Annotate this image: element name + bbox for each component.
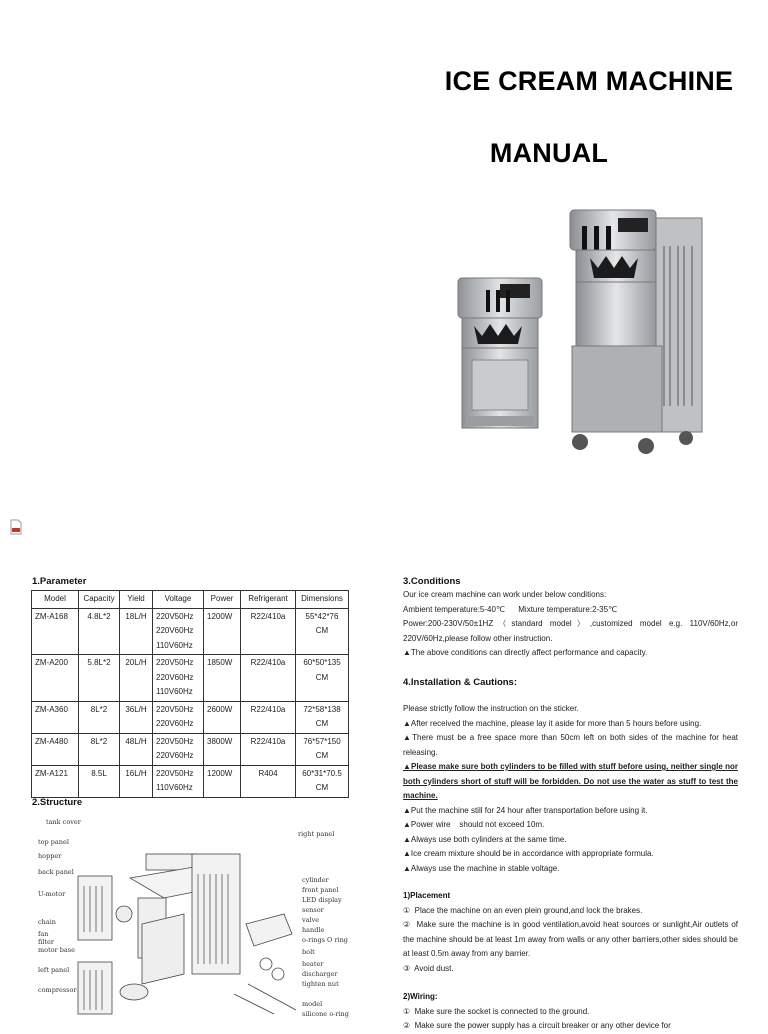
installation-text	[403, 702, 738, 876]
cell-dimensions-line: CM	[315, 626, 329, 635]
conditions-heading: 3.Conditions	[403, 576, 461, 587]
caution-item: ▲Put the machine still for 24 hour after transportation before using it.	[403, 805, 648, 815]
structure-label: o-rings O ring	[302, 936, 348, 944]
wiring-item: ② Make sure the power supply has a circuit breaker or any other device for	[403, 1021, 671, 1030]
cell-model: ZM-A360	[32, 701, 79, 733]
structure-label: silicone o-ring	[302, 1010, 349, 1018]
cell-refrigerant: R22/410a	[241, 608, 296, 655]
cell-dimensions-line: CM	[315, 783, 329, 792]
cell-power: 1200W	[204, 608, 241, 655]
cell-voltage-line: 220V60Hz	[156, 672, 194, 682]
cell-model: ZM-A168	[32, 608, 79, 655]
structure-label: motor base	[38, 946, 75, 954]
structure-label: tighten nut	[302, 980, 339, 988]
caution-item: ▲After received the machine, please lay it aside for more than 5 hours before using.	[403, 718, 702, 728]
cell-yield: 20L/H	[120, 655, 153, 702]
header-power: Power	[204, 591, 241, 609]
cell-voltage	[153, 608, 204, 655]
structure-label: valve	[302, 916, 320, 924]
header-refrigerant: Refrigerant	[241, 591, 296, 609]
structure-label: filter	[38, 938, 54, 946]
cell-capacity: 8.5L	[79, 765, 120, 797]
cell-voltage-line: 110V60Hz	[156, 783, 193, 792]
conditions-line: Ambient temperature:5-40℃ Mixture temperature:2-35℃	[403, 604, 618, 614]
structure-label: sensor	[302, 906, 324, 914]
cell-voltage-line: 110V60Hz	[156, 640, 193, 650]
structure-diagram	[34, 814, 364, 1024]
cell-power: 3800W	[204, 733, 241, 765]
wiring-item: ① Make sure the socket is connected to the ground.	[403, 1006, 590, 1016]
cell-capacity: 8L*2	[79, 733, 120, 765]
cell-voltage	[153, 701, 204, 733]
document-subtitle: MANUAL	[489, 138, 609, 168]
structure-label: chain	[38, 918, 56, 926]
cell-dimensions-line: 60*50*135	[303, 658, 341, 667]
cell-refrigerant: R22/410a	[241, 701, 296, 733]
cell-power: 1850W	[204, 655, 241, 702]
cell-power: 2600W	[204, 701, 241, 733]
cell-dimensions-line: CM	[315, 672, 329, 682]
structure-heading: 2.Structure	[32, 797, 83, 808]
cell-dimensions-line: 55*42*76	[305, 611, 339, 621]
table-row	[32, 608, 349, 655]
cell-voltage-line: 220V50Hz	[156, 611, 194, 621]
cell-yield: 18L/H	[120, 608, 153, 655]
installation-heading: 4.Installation & Cautions:	[403, 677, 518, 688]
table-header-row	[32, 591, 349, 609]
cell-capacity: 5.8L*2	[79, 655, 120, 702]
document-title: ICE CREAM MACHINE	[444, 66, 734, 96]
cell-model: ZM-A200	[32, 655, 79, 702]
structure-label: right panel	[298, 830, 335, 838]
cell-power: 1200W	[204, 765, 241, 797]
cell-yield: 36L/H	[120, 701, 153, 733]
wiring-block	[403, 990, 738, 1034]
cell-model: ZM-A480	[32, 733, 79, 765]
cell-dimensions	[296, 765, 349, 797]
caution-item: ▲Always use the machine in stable voltage.	[403, 863, 560, 873]
caution-item: ▲Ice cream mixture should be in accordance with appropriate formula.	[403, 849, 654, 858]
cell-refrigerant: R22/410a	[241, 655, 296, 702]
placement-item: ① Place the machine on an even plein ground,and lock the brakes.	[403, 905, 643, 915]
structure-label: back panel	[38, 868, 74, 876]
structure-label: discharger	[302, 970, 338, 978]
conditions-text	[403, 588, 738, 661]
structure-label: hopper	[38, 852, 62, 860]
cell-dimensions	[296, 701, 349, 733]
cell-voltage	[153, 655, 204, 702]
structure-label: fan	[38, 930, 49, 938]
cell-model: ZM-A121	[32, 765, 79, 797]
table-row	[32, 655, 349, 702]
cell-dimensions-line: CM	[315, 719, 329, 728]
cell-yield: 16L/H	[120, 765, 153, 797]
caution-item: ▲Always use both cylinders at the same time.	[403, 834, 567, 844]
cell-capacity: 4.8L*2	[79, 608, 120, 655]
cell-voltage	[153, 765, 204, 797]
cell-dimensions	[296, 733, 349, 765]
cell-dimensions-line: CM	[315, 751, 329, 760]
pdf-file-icon[interactable]	[10, 519, 22, 535]
header-model: Model	[32, 591, 79, 609]
cell-voltage-line: 220V50Hz	[156, 736, 194, 746]
structure-label: cylinder	[302, 876, 329, 884]
structure-label: U-motor	[38, 890, 66, 898]
placement-block	[403, 889, 741, 976]
structure-label: handle	[302, 926, 325, 934]
placement-item: ② Make sure the machine is in good ventilation,avoid heat sources or sunlight,Air outlets of the machine should be at least 1m away from walls or any other barriers,other sides should be at least 0.5m away from any barrier.	[403, 920, 741, 958]
table-row	[32, 765, 349, 797]
header-capacity: Capacity	[79, 591, 120, 609]
cell-dimensions	[296, 655, 349, 702]
cell-voltage-line: 220V60Hz	[156, 626, 194, 635]
structure-label: bolt	[302, 948, 315, 956]
header-voltage: Voltage	[153, 591, 204, 609]
structure-label: LED display	[302, 896, 342, 904]
caution-item: ▲There must be a free space more than 50cm left on both sides of the machine for heat releasing.	[403, 733, 738, 757]
cell-refrigerant: R404	[241, 765, 296, 797]
header-yield: Yield	[120, 591, 153, 609]
large-ice-cream-machine-image	[566, 206, 706, 460]
structure-label: compressor	[38, 986, 77, 994]
conditions-line: ▲The above conditions can directly affect performance and capacity.	[403, 648, 648, 657]
parameter-table	[31, 590, 349, 798]
cell-refrigerant: R22/410a	[241, 733, 296, 765]
cell-voltage-line: 220V50Hz	[156, 768, 194, 778]
table-row	[32, 701, 349, 733]
placement-heading: 1)Placement	[403, 891, 451, 900]
cell-voltage-line: 220V60Hz	[156, 719, 194, 728]
cell-voltage-line: 110V60Hz	[156, 687, 193, 696]
cell-voltage-line: 220V60Hz	[156, 751, 194, 760]
cell-dimensions-line: 72*58*138	[303, 704, 341, 714]
structure-label: front panel	[302, 886, 339, 894]
cell-voltage-line: 220V50Hz	[156, 704, 194, 714]
conditions-line: Our ice cream machine can work under below conditions:	[403, 590, 607, 599]
structure-label: left panel	[38, 966, 70, 974]
header-dimensions: Dimensions	[296, 591, 349, 609]
caution-item: ▲Power wire should not exceed 10m.	[403, 820, 545, 829]
cell-voltage	[153, 733, 204, 765]
cell-dimensions-line: 76*57*150	[303, 736, 341, 746]
structure-label: heater	[302, 960, 324, 968]
cell-dimensions-line: 60*31*70.5	[302, 768, 342, 778]
parameter-heading: 1.Parameter	[32, 576, 87, 587]
table-row	[32, 733, 349, 765]
structure-label: tank cover	[46, 818, 81, 826]
structure-label: model	[302, 1000, 323, 1008]
cell-capacity: 8L*2	[79, 701, 120, 733]
caution-warning: ▲Please make sure both cylinders to be filled with stuff before using, neither single nor both cylinders short of stuff will be forbidden. Do not use the water as stuff to test the machine.	[403, 762, 738, 800]
cell-voltage-line: 220V50Hz	[156, 658, 194, 667]
conditions-line: Power:200-230V/50±1HZ（standard model）,customized model e.g. 110V/60Hz,or 220V/60Hz,please follow other instruction.	[403, 619, 738, 643]
installation-intro: Please strictly follow the instruction on the sticker.	[403, 704, 579, 713]
cell-yield: 48L/H	[120, 733, 153, 765]
small-ice-cream-machine-image	[456, 276, 544, 432]
placement-item: ③ Avoid dust.	[403, 963, 454, 973]
cell-dimensions	[296, 608, 349, 655]
structure-label: top panel	[38, 838, 69, 846]
wiring-heading: 2)Wiring:	[403, 992, 438, 1001]
